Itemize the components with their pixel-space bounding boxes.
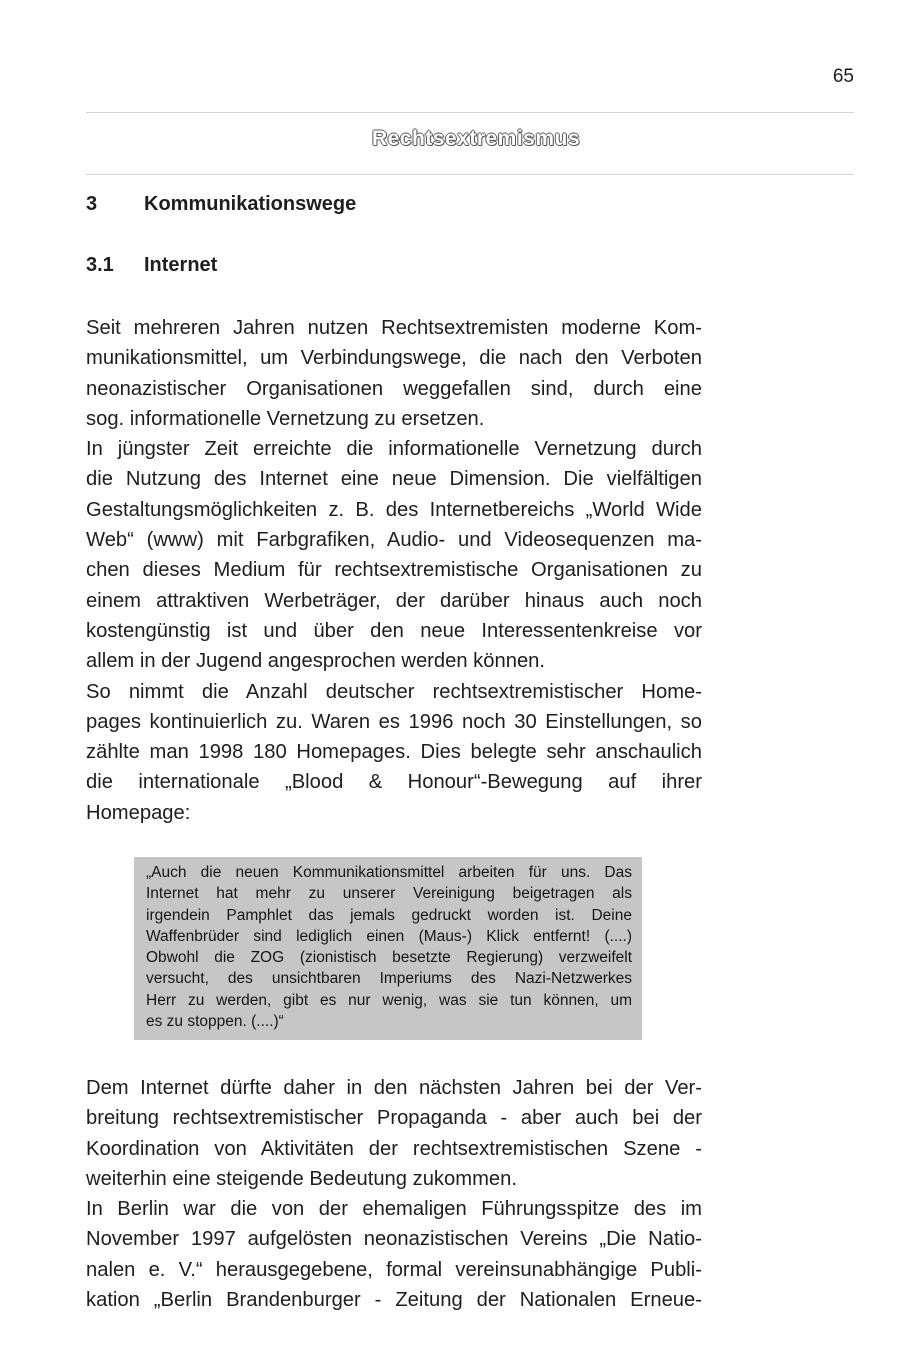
section-number: 3: [86, 193, 98, 215]
text-line: Homepage:: [86, 801, 191, 824]
text-line: breitung rechtsextremistischer Propaganda - aber auch bei der: [86, 1107, 702, 1130]
text-line: neonazistischer Organisationen weggefallen sind, durch eine: [86, 377, 702, 400]
text-line: Dem Internet dürfte daher in den nächsten Jahren bei der Ver-: [86, 1077, 702, 1099]
text-line: kostengünstig ist und über den neue Interessentenkreise vor: [86, 619, 702, 642]
quote-line: es zu stoppen. (....)“: [146, 1013, 284, 1031]
text-line: So nimmt die Anzahl deutscher rechtsextremistischer Home-: [86, 680, 702, 703]
body-paragraphs-after-quote: [86, 1073, 702, 1315]
subsection-number: 3.1: [86, 254, 114, 276]
quote-line: Obwohl die ZOG (zionistisch besetzte Regierung) verzweifelt: [146, 949, 632, 967]
text-line: kation „Berlin Brandenburger - Zeitung der Nationalen Erneue-: [86, 1289, 702, 1312]
text-line: nalen e. V.“ herausgegebene, formal vereinsunabhängige Publi-: [86, 1258, 702, 1281]
text-line: zählte man 1998 180 Homepages. Dies belegte sehr anschaulich: [86, 741, 702, 764]
text-line: Web“ (www) mit Farbgrafiken, Audio- und Videosequenzen ma-: [86, 529, 702, 552]
text-line: In jüngster Zeit erreichte die informationelle Vernetzung durch: [86, 438, 702, 461]
text-line: Seit mehreren Jahren nutzen Rechtsextremisten moderne Kom-: [86, 317, 702, 339]
header-rule-top: [86, 112, 854, 113]
body-paragraphs-before-quote: [86, 313, 702, 828]
text-line: sog. informationelle Vernetzung zu ersetzen.: [86, 407, 485, 430]
text-line: die Nutzung des Internet eine neue Dimension. Die vielfältigen: [86, 468, 702, 491]
running-title: Rechtsextremismus: [371, 127, 581, 150]
text-line: weiterhin eine steigende Bedeutung zukommen.: [86, 1167, 517, 1190]
quote-box: [134, 857, 642, 1040]
text-line: die internationale „Blood & Honour“-Bewegung auf ihrer: [86, 771, 702, 794]
text-line: pages kontinuierlich zu. Waren es 1996 noch 30 Einstellungen, so: [86, 710, 702, 733]
quote-line: Internet hat mehr zu unserer Vereinigung beigetragen als: [146, 885, 632, 903]
text-line: November 1997 aufgelösten neonazistischen Vereins „Die Natio-: [86, 1228, 702, 1251]
text-line: Koordination von Aktivitäten der rechtsextremistischen Szene -: [86, 1137, 702, 1160]
text-line: einem attraktiven Werbeträger, der darüber hinaus auch noch: [86, 589, 702, 612]
text-line: allem in der Jugend angesprochen werden können.: [86, 650, 546, 673]
subsection-title: Internet: [144, 254, 218, 276]
text-line: Gestaltungsmöglichkeiten z. B. des Internetbereichs „World Wide: [86, 498, 702, 521]
section-title: Kommunikationswege: [144, 193, 357, 215]
text-line: chen dieses Medium für rechtsextremistische Organisationen zu: [86, 559, 702, 582]
quote-line: Herr zu werden, gibt es nur wenig, was sie tun können, um: [146, 991, 632, 1009]
quote-line: „Auch die neuen Kommunikationsmittel arbeiten für uns. Das: [146, 864, 632, 881]
section-heading: [86, 193, 356, 216]
text-line: In Berlin war die von der ehemaligen Führungsspitze des im: [86, 1198, 702, 1221]
header-rule-bottom: [86, 174, 854, 175]
subsection-heading: [86, 254, 217, 277]
quote-line: versucht, des unsichtbaren Imperiums des Nazi-Netzwerkes: [146, 970, 632, 988]
quote-line: irgendein Pamphlet das jemals gedruckt worden ist. Deine: [146, 906, 632, 924]
page-number: 65: [832, 66, 854, 87]
quote-line: Waffenbrüder sind lediglich einen (Maus-) Klick entfernt! (....): [146, 927, 632, 945]
text-line: munikationsmittel, um Verbindungswege, die nach den Verboten: [86, 347, 702, 370]
